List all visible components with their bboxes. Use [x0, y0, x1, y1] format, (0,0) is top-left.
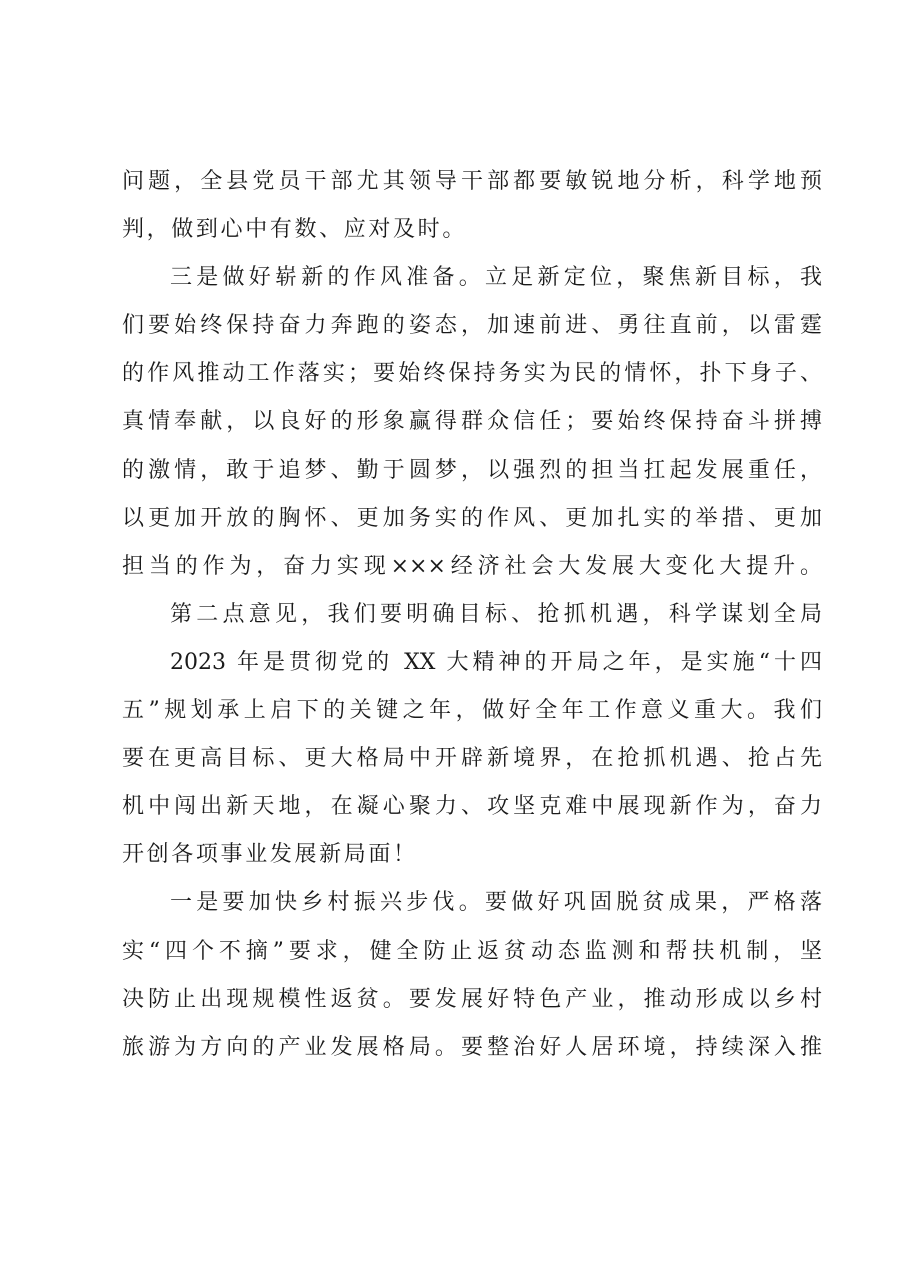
paragraph-start-line-3: 三是做好崭新的作风准备。立足新定位，聚焦新目标，我 [170, 265, 822, 291]
text-line-8: 以更加开放的胸怀、更加务实的作风、更加扎实的举措、更加 [122, 505, 822, 531]
text-line-4: 们要始终保持奋力奔跑的姿态，加速前进、勇往直前，以雷霆 [122, 313, 822, 339]
section-heading-line: 第二点意见，我们要明确目标、抢抓机遇，科学谋划全局 [170, 601, 822, 627]
paragraph-start-line-16: 一是要加快乡村振兴步伐。要做好巩固脱贫成果，严格落 [170, 890, 822, 916]
text-line-13: 要在更高目标、更大格局中开辟新境界，在抢抓机遇、抢占先 [122, 746, 822, 772]
text-line-12: 五”规划承上启下的关键之年，做好全年工作意义重大。我们 [122, 698, 822, 724]
text-line-5: 的作风推动工作落实；要始终保持务实为民的情怀，扑下身子、 [122, 361, 822, 387]
text-line-18: 决防止出现规模性返贫。要发展好特色产业，推动形成以乡村 [122, 986, 822, 1012]
text-line-9: 担当的作为，奋力实现×××经济社会大发展大变化大提升。 [122, 553, 822, 579]
text-line-6: 真情奉献，以良好的形象赢得群众信任；要始终保持奋斗拼搏 [122, 409, 822, 435]
text-line-2: 判，做到心中有数、应对及时。 [122, 217, 467, 243]
text-line-19: 旅游为方向的产业发展格局。要整治好人居环境，持续深入推 [122, 1034, 822, 1060]
text-line-1: 问题，全县党员干部尤其领导干部都要敏锐地分析，科学地预 [122, 169, 822, 194]
text-line-17: 实“四个不摘”要求，健全防止返贫动态监测和帮扶机制，坚 [122, 938, 822, 964]
text-line-15: 开创各项事业发展新局面！ [122, 842, 418, 868]
text-line-14: 机中闯出新天地，在凝心聚力、攻坚克难中展现新作为，奋力 [122, 794, 822, 820]
document-body [122, 158, 822, 1072]
paragraph-start-line-11: 2023 年是贯彻党的 XX 大精神的开局之年，是实施“十四 [170, 649, 822, 675]
text-line-7: 的激情，敢于追梦、勤于圆梦，以强烈的担当扛起发展重任， [122, 457, 822, 483]
